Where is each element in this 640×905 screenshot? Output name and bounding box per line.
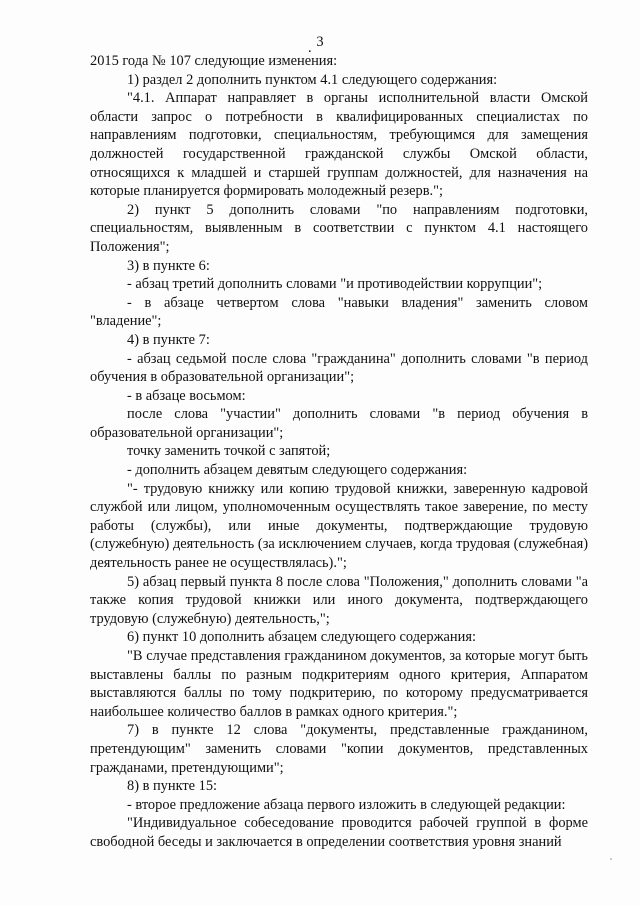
scan-speck [610, 858, 612, 860]
paragraph: точку заменить точкой с запятой; [127, 443, 331, 460]
paragraph: 6) пункт 10 дополнить абзацем следующего содержания: [127, 629, 476, 646]
paragraph: после слова "участии" дополнить словами "в период обучения в образовательной организации"; [90, 406, 588, 441]
page-number-value: 3 [316, 34, 324, 50]
paragraph: 7) в пункте 12 слова "документы, представленные гражданином, претендующим" заменить словами "копии документов, представленных гражданами, претендующими"; [90, 722, 588, 776]
paragraph: 5) абзац первый пункта 8 после слова "Положения," дополнить словами "а также копия трудовой книжки или иного документа, подтверждающего трудовую (служебную) деятельность,"; [90, 573, 588, 627]
paragraph: - абзац третий дополнить словами "и противодействии коррупции"; [127, 276, 543, 293]
page-mark: . [308, 40, 312, 56]
paragraph: 3) в пункте 6: [127, 257, 210, 274]
paragraph: "- трудовую книжку или копию трудовой книжки, заверенную кадровой службой или лицом, уполномоченным осуществлять такое заверение, по месту работы (службы), или иные документы, подтверждающие трудовую (служебную) деятельность (за исключением случаев, когда трудовая (служебная) деятельность ранее не осуществлялась)."; [90, 480, 588, 572]
paragraph: - второе предложение абзаца первого изложить в следующей редакции: [127, 796, 566, 813]
paragraph: "В случае представления гражданином документов, за которые могут быть выставлены баллы по разным подкритериям одного критерия, Аппаратом выставляются баллы по тому подкритерию, по которому предусматривается наибольшее количество баллов в рамках одного критерия."; [90, 648, 588, 720]
paragraph: 1) раздел 2 дополнить пунктом 4.1 следующего содержания: [127, 71, 498, 88]
paragraph: - дополнить абзацем девятым следующего содержания: [127, 462, 468, 479]
paragraph: - абзац седьмой после слова "гражданина" дополнить словами "в период обучения в образовательной организации"; [90, 350, 588, 386]
document-body [90, 52, 588, 852]
paragraph: 2) пункт 5 дополнить словами "по направлениям подготовки, специальностям, выявленным в соответствии с пунктом 4.1 настоящего Положения"; [90, 201, 588, 255]
paragraph: 2015 года № 107 следующие изменения: [90, 53, 338, 69]
paragraph: "4.1. Аппарат направляет в органы исполнительной власти Омской области запрос о потребности в квалифицированных специалистах по направлениям подготовки, специальностям, требующимся для замещения должностей государственной гражданской службы Омской области, относящихся к младшей и старшей группам должностей, для назначения на которые планируется формировать молодежный резерв."; [90, 90, 588, 200]
paragraph: - в абзаце четвертом слова "навыки владения" заменить словом "владение"; [90, 294, 588, 330]
paragraph: - в абзаце восьмом: [127, 387, 246, 404]
page-number [0, 33, 640, 56]
paragraph: 4) в пункте 7: [127, 331, 210, 348]
paragraph: "Индивидуальное собеседование проводится рабочей группой в форме свободной беседы и заключается в определении соответствия уровня знаний [90, 815, 588, 850]
paragraph: 8) в пункте 15: [127, 778, 218, 795]
